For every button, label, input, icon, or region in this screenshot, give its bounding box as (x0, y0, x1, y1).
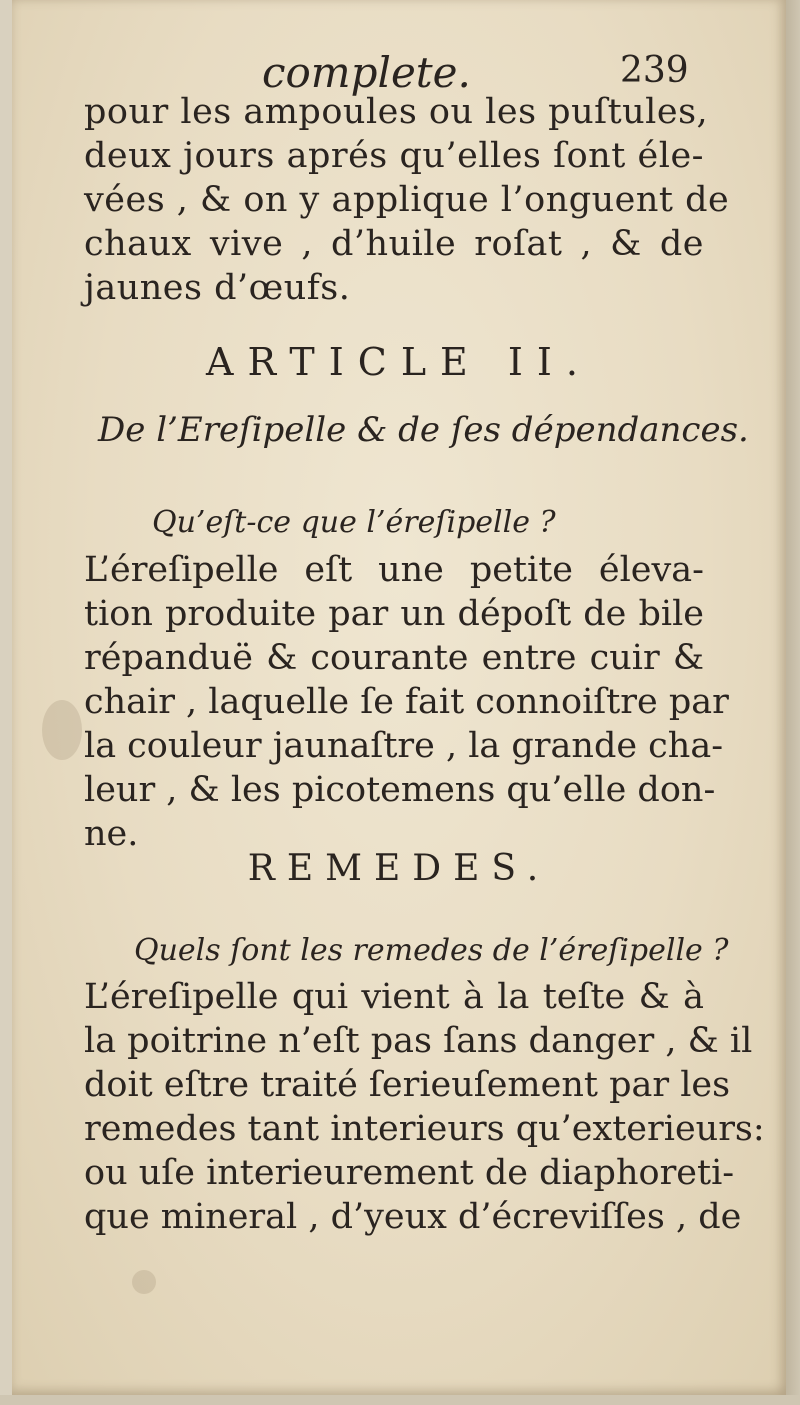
text-line: ne. (84, 814, 139, 854)
text-line: chaux vive , d’huile roſat , & de (84, 224, 704, 264)
remedes-heading: REMEDES. (247, 848, 551, 889)
running-title: complete. (262, 48, 471, 97)
page-edge (0, 1395, 800, 1405)
text-line: L’éreſipelle qui vient à la teſte & à (84, 977, 704, 1017)
text-line: pour les ampoules ou les puſtules, (84, 92, 709, 132)
text-line: chair , laquelle ſe fait connoiſtre par (84, 682, 729, 722)
question-heading: Qu’eſt-ce que l’éreſipelle ? (152, 505, 556, 540)
text-line: ou uſe interieurement de diaphoreti- (84, 1153, 735, 1193)
paragraph-block1 (84, 90, 730, 310)
text-line: la poitrine n’eſt pas ſans danger , & il (84, 1021, 753, 1061)
book-page (12, 0, 786, 1395)
paper-stain (132, 1270, 156, 1294)
text-line: leur , & les picotemens qu’elle don- (84, 770, 716, 810)
text-line: répanduë & courante entre cuir & (84, 638, 704, 678)
paper-stain (42, 700, 82, 760)
page-number: 239 (620, 50, 689, 91)
paragraph-block2 (84, 548, 729, 856)
text-line: vées , & on y applique l’onguent de (84, 180, 730, 220)
page-edge (786, 0, 800, 1405)
text-line: tion produite par un dépoſt de bile (84, 594, 704, 634)
text-line: remedes tant interieurs qu’exterieurs: (84, 1109, 765, 1149)
article-heading: ARTICLE II. (206, 340, 592, 384)
paragraph-block3 (84, 975, 765, 1239)
text-line: L’éreſipelle eſt une petite éleva- (84, 550, 704, 590)
question-heading: Quels ſont les remedes de l’éreſipelle ? (134, 933, 729, 968)
text-line: jaunes d’œufs. (84, 268, 351, 308)
text-line: deux jours aprés qu’elles ſont éle- (84, 136, 704, 176)
text-line: doit eſtre traité ſerieuſement par les (84, 1065, 731, 1105)
page-header (12, 38, 786, 98)
section-subtitle: De l’Ereſipelle & de ſes dépendances. (98, 410, 749, 450)
text-line: que mineral , d’yeux d’écreviſſes , de (84, 1197, 742, 1237)
text-line: la couleur jaunaſtre , la grande cha- (84, 726, 724, 766)
